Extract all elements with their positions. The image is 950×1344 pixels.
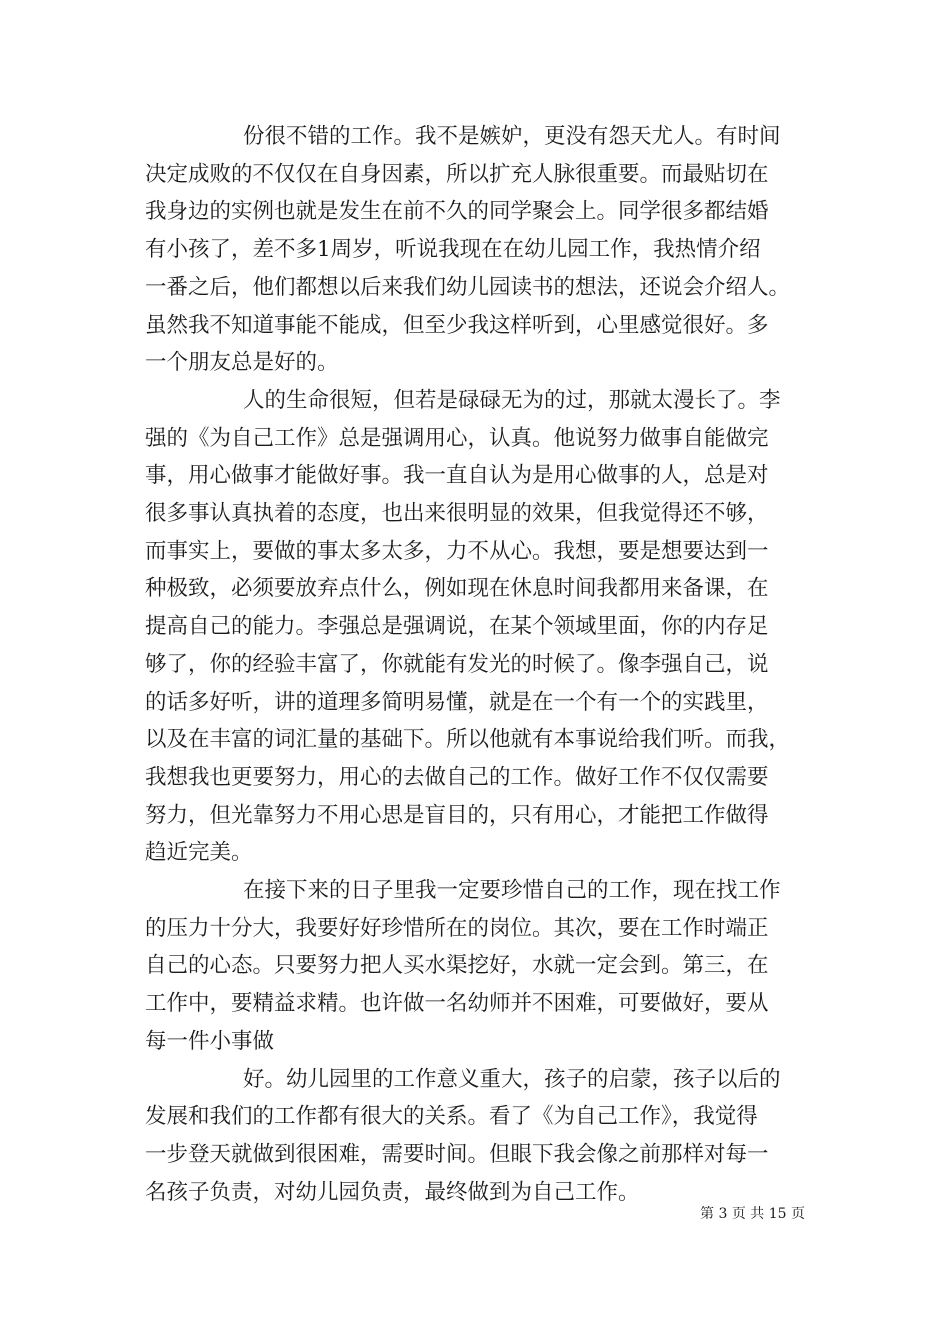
paragraph-4: 好。幼儿园里的工作意义重大，孩子的启蒙，孩子以后的 发展和我们的工作都有很大的关系。看了《为自己工作》，我觉得 一步登天就做到很困难，需要时间。但眼下我会像之前那样对每一 名孩子负责，对幼儿园负责，最终做到为自己工作。 <box>145 1066 781 1205</box>
paragraph-3: 在接下来的日子里我一定要珍惜自己的工作，现在找工作 的压力十分大，我要好好珍惜所在的岗位。其次，要在工作时端正 自己的心态。只要努力把人买水渠挖好，水就一定会到。第三，在 工作中，要精益求精。也许做一名幼师并不困难，可要做好，要从 每一件小事做 <box>145 878 781 1054</box>
paragraph-1: 份很不错的工作。我不是嫉妒，更没有怨天尤人。有时间 决定成败的不仅仅在自身因素，所以扩充人脉很重要。而最贴切在 我身边的实例也就是发生在前不久的同学聚会上。同学很多都结婚 有小孩了，差不多1周岁，听说我现在在幼儿园工作，我热情介绍 一番之后，他们都想以后来我们幼儿园读书的想法，还说会介绍人。 虽然我不知道事能不能成，但至少我这样听到，心里感觉很好。多 一个朋友总是好的。 <box>145 124 791 376</box>
paragraph-2: 人的生命很短，但若是碌碌无为的过，那就太漫长了。李 强的《为自己工作》总是强调用心，认真。他说努力做事自能做完 事，用心做事才能做好事。我一直自认为是用心做事的人，总是对 很多事认真执着的态度，也出来很明显的效果，但我觉得还不够， 而事实上，要做的事太多太多，力不从心。我想，要是想要达到一 种极致，必须要放弃点什么，例如现在休息时间我都用来备课，在 提高自己的能力。李强总是强调说，在某个领域里面，你的内存足 够了，你的经验丰富了，你就能有发光的时候了。像李强自己，说 的话多好听，讲的道理多简明易懂，就是在一个有一个的实践里， 以及在丰富的词汇量的基础下。所以他就有本事说给我们听。而我， 我想我也更要努力，用心的去做自己的工作。做好工作不仅仅需要 努力，但光靠努力不用心思是盲目的，只有用心，才能把工作做得 趋近完美。 <box>145 387 791 866</box>
body-text <box>145 118 810 1211</box>
page-number-footer: 第 3 页 共 15 页 <box>700 1206 805 1222</box>
